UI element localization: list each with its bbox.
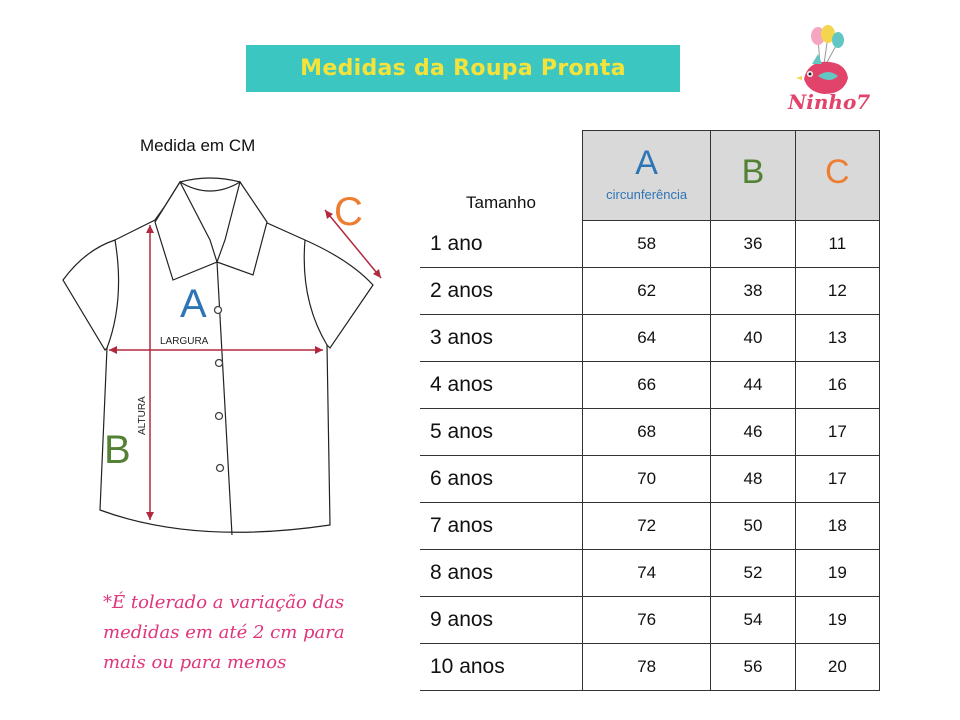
b-cell: 44	[711, 362, 795, 409]
c-cell: 19	[795, 597, 879, 644]
c-cell: 19	[795, 550, 879, 597]
size-cell: 9 anos	[420, 597, 582, 644]
table-row	[420, 315, 880, 362]
size-cell: 3 anos	[420, 315, 582, 362]
table-row	[420, 597, 880, 644]
size-table	[420, 130, 880, 691]
table-header-row	[420, 131, 880, 221]
height-label: ALTURA	[137, 396, 148, 435]
a-cell: 74	[582, 550, 710, 597]
table-row	[420, 221, 880, 268]
c-cell: 13	[795, 315, 879, 362]
b-cell: 48	[711, 456, 795, 503]
c-cell: 17	[795, 456, 879, 503]
size-cell: 6 anos	[420, 456, 582, 503]
table-row	[420, 503, 880, 550]
size-cell: 4 anos	[420, 362, 582, 409]
size-cell: 7 anos	[420, 503, 582, 550]
a-cell: 66	[582, 362, 710, 409]
a-cell: 58	[582, 221, 710, 268]
c-cell: 11	[795, 221, 879, 268]
c-cell: 16	[795, 362, 879, 409]
size-cell: 8 anos	[420, 550, 582, 597]
col-b-letter: B	[741, 153, 765, 191]
b-cell: 56	[711, 644, 795, 691]
width-label: LARGURA	[160, 336, 209, 347]
c-cell: 20	[795, 644, 879, 691]
brand-logo-text: Ninho7	[788, 90, 871, 114]
page-title: Medidas da Roupa Pronta	[246, 45, 680, 92]
col-a-subtitle: circunferência	[606, 186, 688, 202]
c-cell: 18	[795, 503, 879, 550]
c-cell: 12	[795, 268, 879, 315]
a-cell: 64	[582, 315, 710, 362]
a-cell: 72	[582, 503, 710, 550]
header-col-c	[795, 131, 879, 221]
b-cell: 54	[711, 597, 795, 644]
table-body	[420, 221, 880, 691]
col-c-letter: C	[825, 153, 850, 191]
b-cell: 46	[711, 409, 795, 456]
size-cell: 5 anos	[420, 409, 582, 456]
size-cell: 10 anos	[420, 644, 582, 691]
a-cell: 68	[582, 409, 710, 456]
b-cell: 50	[711, 503, 795, 550]
a-cell: 76	[582, 597, 710, 644]
header-col-a	[582, 131, 710, 221]
b-cell: 38	[711, 268, 795, 315]
table-row	[420, 268, 880, 315]
a-cell: 70	[582, 456, 710, 503]
table-row	[420, 550, 880, 597]
table-row	[420, 362, 880, 409]
a-cell: 62	[582, 268, 710, 315]
table-row	[420, 456, 880, 503]
a-cell: 78	[582, 644, 710, 691]
b-cell: 40	[711, 315, 795, 362]
measure-letter-a: A	[180, 282, 207, 326]
size-cell: 2 anos	[420, 268, 582, 315]
header-size: Tamanho	[465, 192, 536, 212]
b-cell: 52	[711, 550, 795, 597]
table-row	[420, 409, 880, 456]
measure-letter-c: C	[334, 190, 363, 234]
table-row	[420, 644, 880, 691]
col-a-letter: A	[635, 143, 658, 182]
size-cell: 1 ano	[420, 221, 582, 268]
c-cell: 17	[795, 409, 879, 456]
unit-label: Medida em CM	[140, 136, 256, 155]
tolerance-note: *É tolerado a variação das medidas em até 2 cm para mais ou para menos	[103, 592, 345, 673]
measure-letter-b: B	[104, 428, 131, 472]
b-cell: 36	[711, 221, 795, 268]
header-col-b	[711, 131, 795, 221]
